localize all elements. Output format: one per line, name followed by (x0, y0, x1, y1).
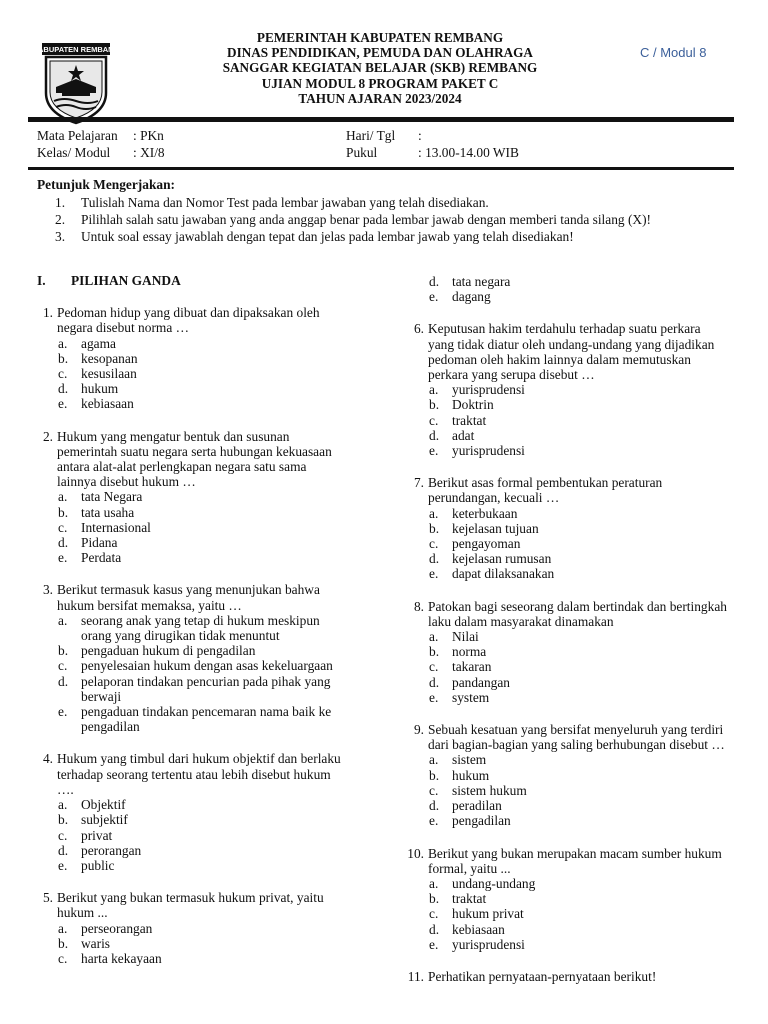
question-number: 2. (42, 428, 53, 444)
option-text: kebiasaan (452, 921, 505, 937)
answer-option (429, 922, 740, 937)
option-letter: e. (429, 566, 439, 582)
option-letter: a. (58, 920, 68, 936)
option-text: Internasional (81, 519, 151, 535)
question-text: Patokan bagi seseorang dalam bertindak dan bertingkah laku dalam masyarakat dinamakan (428, 598, 727, 629)
option-text: Perdata (81, 550, 122, 566)
answer-option (429, 876, 740, 891)
instruction-item (55, 211, 755, 228)
option-letter: e. (429, 936, 439, 952)
option-letter: a. (58, 797, 68, 813)
instruction-number: 3. (55, 229, 66, 244)
option-letter: c. (58, 827, 68, 843)
option-list (429, 382, 740, 458)
option-text: yurisprudensi (452, 936, 525, 952)
option-letter: c. (429, 782, 439, 798)
option-letter: c. (429, 906, 439, 922)
option-text: kebiasaan (81, 396, 134, 412)
instruction-number: 1. (55, 195, 66, 210)
letterhead-line-2: DINAS PENDIDIKAN, PEMUDA DAN OLAHRAGA (227, 45, 533, 61)
option-letter: d. (58, 673, 69, 689)
question-number: 8. (413, 598, 424, 614)
option-text: undang-undang (452, 875, 536, 891)
option-letter: e. (58, 857, 68, 873)
answer-option (58, 828, 372, 843)
question-stem (37, 305, 372, 335)
option-letter: b. (58, 812, 69, 828)
hari-label: Hari/ Tgl (346, 128, 396, 143)
kabupaten-rembang-logo (32, 41, 120, 125)
option-text: peradilan (452, 798, 502, 814)
answer-option (429, 798, 740, 813)
option-text: pandangan (452, 674, 511, 690)
question (400, 599, 740, 705)
option-text: kejelasan rumusan (452, 551, 552, 567)
mapel-value: : PKn (133, 128, 164, 143)
option-text: tata negara (452, 274, 511, 289)
question-number: 3. (42, 582, 53, 598)
answer-option (429, 752, 740, 767)
option-text: dapat dilaksanakan (452, 566, 555, 582)
question-text: Sebuah kesatuan yang bersifat menyeluruh yang terdiri dari bagian-bagian yang saling berhubungan disebut … (428, 722, 725, 753)
option-letter: d. (58, 535, 69, 551)
answer-option (58, 613, 372, 643)
option-list (58, 489, 372, 565)
option-text: kesusilaan (81, 366, 137, 382)
option-letter: a. (429, 875, 439, 891)
option-letter: d. (429, 427, 440, 443)
answer-option (429, 566, 740, 581)
question-text: Berikut termasuk kasus yang menunjukan bahwa hukum bersifat memaksa, yaitu … (57, 582, 320, 613)
instruction-text: Pilihlah salah satu jawaban yang anda anggap benar pada lembar jawab dengan memberi tanda silang (X)! (81, 212, 652, 227)
answer-option (58, 843, 372, 858)
answer-option (429, 506, 740, 521)
answer-option (58, 812, 372, 827)
option-letter: c. (429, 659, 439, 675)
option-list (58, 921, 372, 967)
option-list (58, 797, 372, 873)
instructions-list (55, 194, 755, 245)
option-text: yurisprudensi (452, 382, 525, 398)
answer-option (58, 658, 372, 673)
answer-option (58, 951, 372, 966)
question-text: Perhatikan pernyataan-pernyataan berikut! (428, 968, 657, 984)
option-letter: b. (58, 504, 69, 520)
answer-option (58, 381, 372, 396)
option-text: waris (81, 935, 111, 951)
answer-option (429, 289, 740, 304)
logo-banner-text: KABUPATEN REMBANG (32, 45, 120, 54)
option-text: agama (81, 335, 116, 351)
answer-option (429, 891, 740, 906)
option-letter: b. (58, 643, 69, 659)
answer-option (58, 505, 372, 520)
option-text: pelaporan tindakan pencurian pada pihak yang berwaji (81, 673, 331, 704)
option-letter: b. (429, 644, 440, 660)
option-letter: e. (58, 704, 68, 720)
question-number: 4. (42, 751, 53, 767)
option-text: penyelesaian hukum dengan asas kekeluargaan (81, 658, 333, 674)
answer-option (429, 690, 740, 705)
header-divider (28, 117, 734, 122)
question (37, 582, 372, 734)
option-list (429, 274, 740, 304)
question (400, 321, 740, 458)
letterhead-line-5: TAHUN AJARAN 2023/2024 (298, 90, 462, 106)
option-letter: c. (58, 366, 68, 382)
option-letter: d. (58, 842, 69, 858)
option-letter: a. (429, 382, 439, 398)
option-text: perseorangan (81, 920, 153, 936)
answer-option (429, 536, 740, 551)
option-text: hukum privat (452, 906, 524, 922)
option-letter: b. (429, 767, 440, 783)
question-text: Berikut yang bukan termasuk hukum privat, yaitu hukum ... (57, 890, 324, 921)
option-text: dagang (452, 289, 491, 305)
option-text: pengadilan (452, 813, 511, 829)
option-text: seorang anak yang tetap di hukum meskipun orang yang dirugikan tidak menuntut (81, 612, 320, 644)
option-text: harta kekayaan (81, 950, 162, 966)
crest-icon (32, 41, 120, 125)
instruction-number: 2. (55, 212, 66, 227)
answer-option (58, 336, 372, 351)
answer-option (58, 520, 372, 535)
answer-option (429, 274, 740, 289)
option-letter: d. (429, 274, 440, 289)
option-text: Nilai (452, 629, 479, 645)
option-letter: a. (429, 629, 439, 645)
answer-option (429, 521, 740, 536)
answer-option (58, 797, 372, 812)
left-column (37, 273, 372, 966)
option-text: Objektif (81, 797, 126, 813)
letterhead (150, 30, 610, 106)
question (400, 722, 740, 828)
option-letter: a. (58, 335, 68, 351)
option-text: yurisprudensi (452, 443, 525, 459)
question-stem (400, 321, 740, 382)
answer-option (58, 704, 372, 734)
answer-option (429, 397, 740, 412)
section-number: I. (37, 273, 46, 288)
answer-option (58, 674, 372, 704)
option-letter: a. (58, 489, 68, 505)
instruction-item (55, 228, 755, 245)
question-text: Pedoman hidup yang dibuat dan dipaksakan oleh negara disebut norma … (57, 305, 320, 336)
option-text: hukum (81, 381, 119, 397)
answer-option (58, 366, 372, 381)
option-text: pengayoman (452, 536, 521, 552)
option-letter: c. (58, 950, 68, 966)
option-letter: e. (429, 289, 439, 305)
answer-option (58, 351, 372, 366)
option-text: adat (452, 427, 475, 443)
option-letter: b. (58, 935, 69, 951)
option-letter: d. (429, 551, 440, 567)
question-number: 5. (42, 890, 53, 906)
option-text: sistem hukum (452, 782, 527, 798)
question-stem (37, 751, 372, 797)
question (400, 969, 740, 984)
option-list (58, 613, 372, 735)
kelas-value: : XI/8 (133, 145, 165, 160)
option-text: system (452, 689, 490, 705)
option-text: takaran (452, 659, 492, 675)
question-stem (400, 969, 740, 984)
option-letter: a. (429, 505, 439, 521)
letterhead-line-3: SANGGAR KEGIATAN BELAJAR (SKB) REMBANG (222, 60, 538, 76)
answer-option (429, 443, 740, 458)
pukul-value: : 13.00-14.00 WIB (418, 145, 519, 160)
option-text: hukum (452, 767, 490, 783)
section-heading (37, 273, 372, 288)
option-letter: a. (58, 612, 68, 628)
option-letter: b. (429, 891, 440, 907)
answer-option (58, 489, 372, 504)
question (37, 429, 372, 566)
option-text: pengaduan tindakan pencemaran nama baik ke pengadilan (81, 704, 332, 735)
option-text: subjektif (81, 812, 128, 828)
option-letter: e. (429, 813, 439, 829)
option-letter: c. (429, 536, 439, 552)
option-list (429, 752, 740, 828)
question-stem (400, 599, 740, 629)
instruction-text: Tulislah Nama dan Nomor Test pada lembar jawaban yang telah disediakan. (81, 195, 489, 210)
question-stem (400, 846, 740, 876)
answer-option (58, 858, 372, 873)
option-text: public (81, 857, 115, 873)
option-text: tata Negara (81, 489, 143, 505)
option-text: traktat (452, 412, 487, 428)
option-list (429, 876, 740, 952)
option-text: perorangan (81, 842, 142, 858)
option-letter: e. (58, 550, 68, 566)
exam-code: C / Modul 8 (640, 45, 707, 60)
section-title: PILIHAN GANDA (71, 273, 181, 288)
option-letter: c. (58, 519, 68, 535)
pukul-label: Pukul (346, 145, 378, 160)
question-number: 7. (413, 475, 424, 491)
option-text: Doktrin (452, 397, 494, 413)
option-letter: a. (429, 752, 439, 768)
answer-option (58, 921, 372, 936)
question-number: 9. (413, 722, 424, 738)
option-letter: c. (429, 412, 439, 428)
question-number: 6. (413, 321, 424, 337)
answer-option (429, 644, 740, 659)
option-letter: d. (429, 921, 440, 937)
answer-option (429, 937, 740, 952)
question-text: Keputusan hakim terdahulu terhadap suatu perkara yang tidak diatur oleh undang-undang yang dijadikan pedoman oleh hakim lainnya dalam memutuskan perkara yang serupa disebut … (428, 321, 715, 383)
option-letter: e. (429, 443, 439, 459)
option-text: traktat (452, 891, 487, 907)
option-text: privat (81, 827, 113, 843)
option-list (429, 629, 740, 705)
letterhead-line-4: UJIAN MODUL 8 PROGRAM PAKET C (261, 75, 499, 91)
option-list (429, 506, 740, 582)
instructions-title: Petunjuk Mengerjakan: (37, 177, 175, 192)
answer-option (58, 396, 372, 411)
option-letter: d. (58, 381, 69, 397)
answer-option (429, 551, 740, 566)
question-text: Berikut yang bukan merupakan macam sumber hukum formal, yaitu ... (428, 845, 722, 876)
info-divider (28, 167, 734, 170)
question-stem (37, 890, 372, 920)
option-letter: b. (58, 350, 69, 366)
question (400, 846, 740, 952)
answer-option (58, 550, 372, 565)
answer-option (429, 659, 740, 674)
answer-option (429, 813, 740, 828)
mapel-label: Mata Pelajaran (37, 128, 118, 143)
answer-option (58, 535, 372, 550)
answer-option (429, 768, 740, 783)
option-text: tata usaha (81, 504, 135, 520)
question-number: 11. (407, 968, 424, 984)
option-letter: b. (429, 520, 440, 536)
instruction-item (55, 194, 755, 211)
question (37, 890, 372, 966)
answer-option (429, 382, 740, 397)
question-number: 1. (42, 305, 53, 321)
option-text: norma (452, 644, 487, 660)
option-letter: c. (58, 658, 68, 674)
question (400, 475, 740, 581)
answer-option (429, 783, 740, 798)
option-text: Pidana (81, 535, 118, 551)
hari-value: : (418, 128, 422, 143)
instruction-text: Untuk soal essay jawablah dengan tepat dan jelas pada lembar jawab yang telah disediakan! (81, 229, 574, 244)
option-text: pengaduan hukum di pengadilan (81, 643, 256, 659)
option-text: kejelasan tujuan (452, 520, 539, 536)
option-letter: e. (429, 689, 439, 705)
answer-option (429, 428, 740, 443)
question-stem (37, 582, 372, 612)
option-letter: b. (429, 397, 440, 413)
answer-option (58, 643, 372, 658)
question-stem (37, 429, 372, 490)
right-column (400, 274, 740, 984)
option-text: sistem (452, 752, 487, 768)
question-stem (400, 475, 740, 505)
answer-option (429, 906, 740, 921)
question-text: Hukum yang mengatur bentuk dan susunan pemerintah suatu negara serta hubungan kekuasaan antara alat-alat perlengkapan negara satu sama lainnya disebut hukum … (57, 428, 332, 490)
question-text: Hukum yang timbul dari hukum objektif dan berlaku terhadap seorang tertentu atau lebih disebut hukum …. (57, 751, 341, 797)
option-text: kesopanan (81, 350, 138, 366)
answer-option (429, 413, 740, 428)
question (37, 305, 372, 411)
option-letter: d. (429, 798, 440, 814)
option-text: keterbukaan (452, 505, 518, 521)
question-number: 10. (407, 845, 424, 861)
option-letter: e. (58, 396, 68, 412)
question-text: Berikut asas formal pembentukan peraturan perundangan, kecuali … (428, 475, 663, 506)
option-list (58, 336, 372, 412)
answer-option (58, 936, 372, 951)
answer-option (429, 675, 740, 690)
answer-option (429, 629, 740, 644)
question (37, 751, 372, 873)
letterhead-line-1: PEMERINTAH KABUPATEN REMBANG (256, 30, 504, 45)
option-letter: d. (429, 674, 440, 690)
kelas-label: Kelas/ Modul (37, 145, 111, 160)
question-stem (400, 722, 740, 752)
